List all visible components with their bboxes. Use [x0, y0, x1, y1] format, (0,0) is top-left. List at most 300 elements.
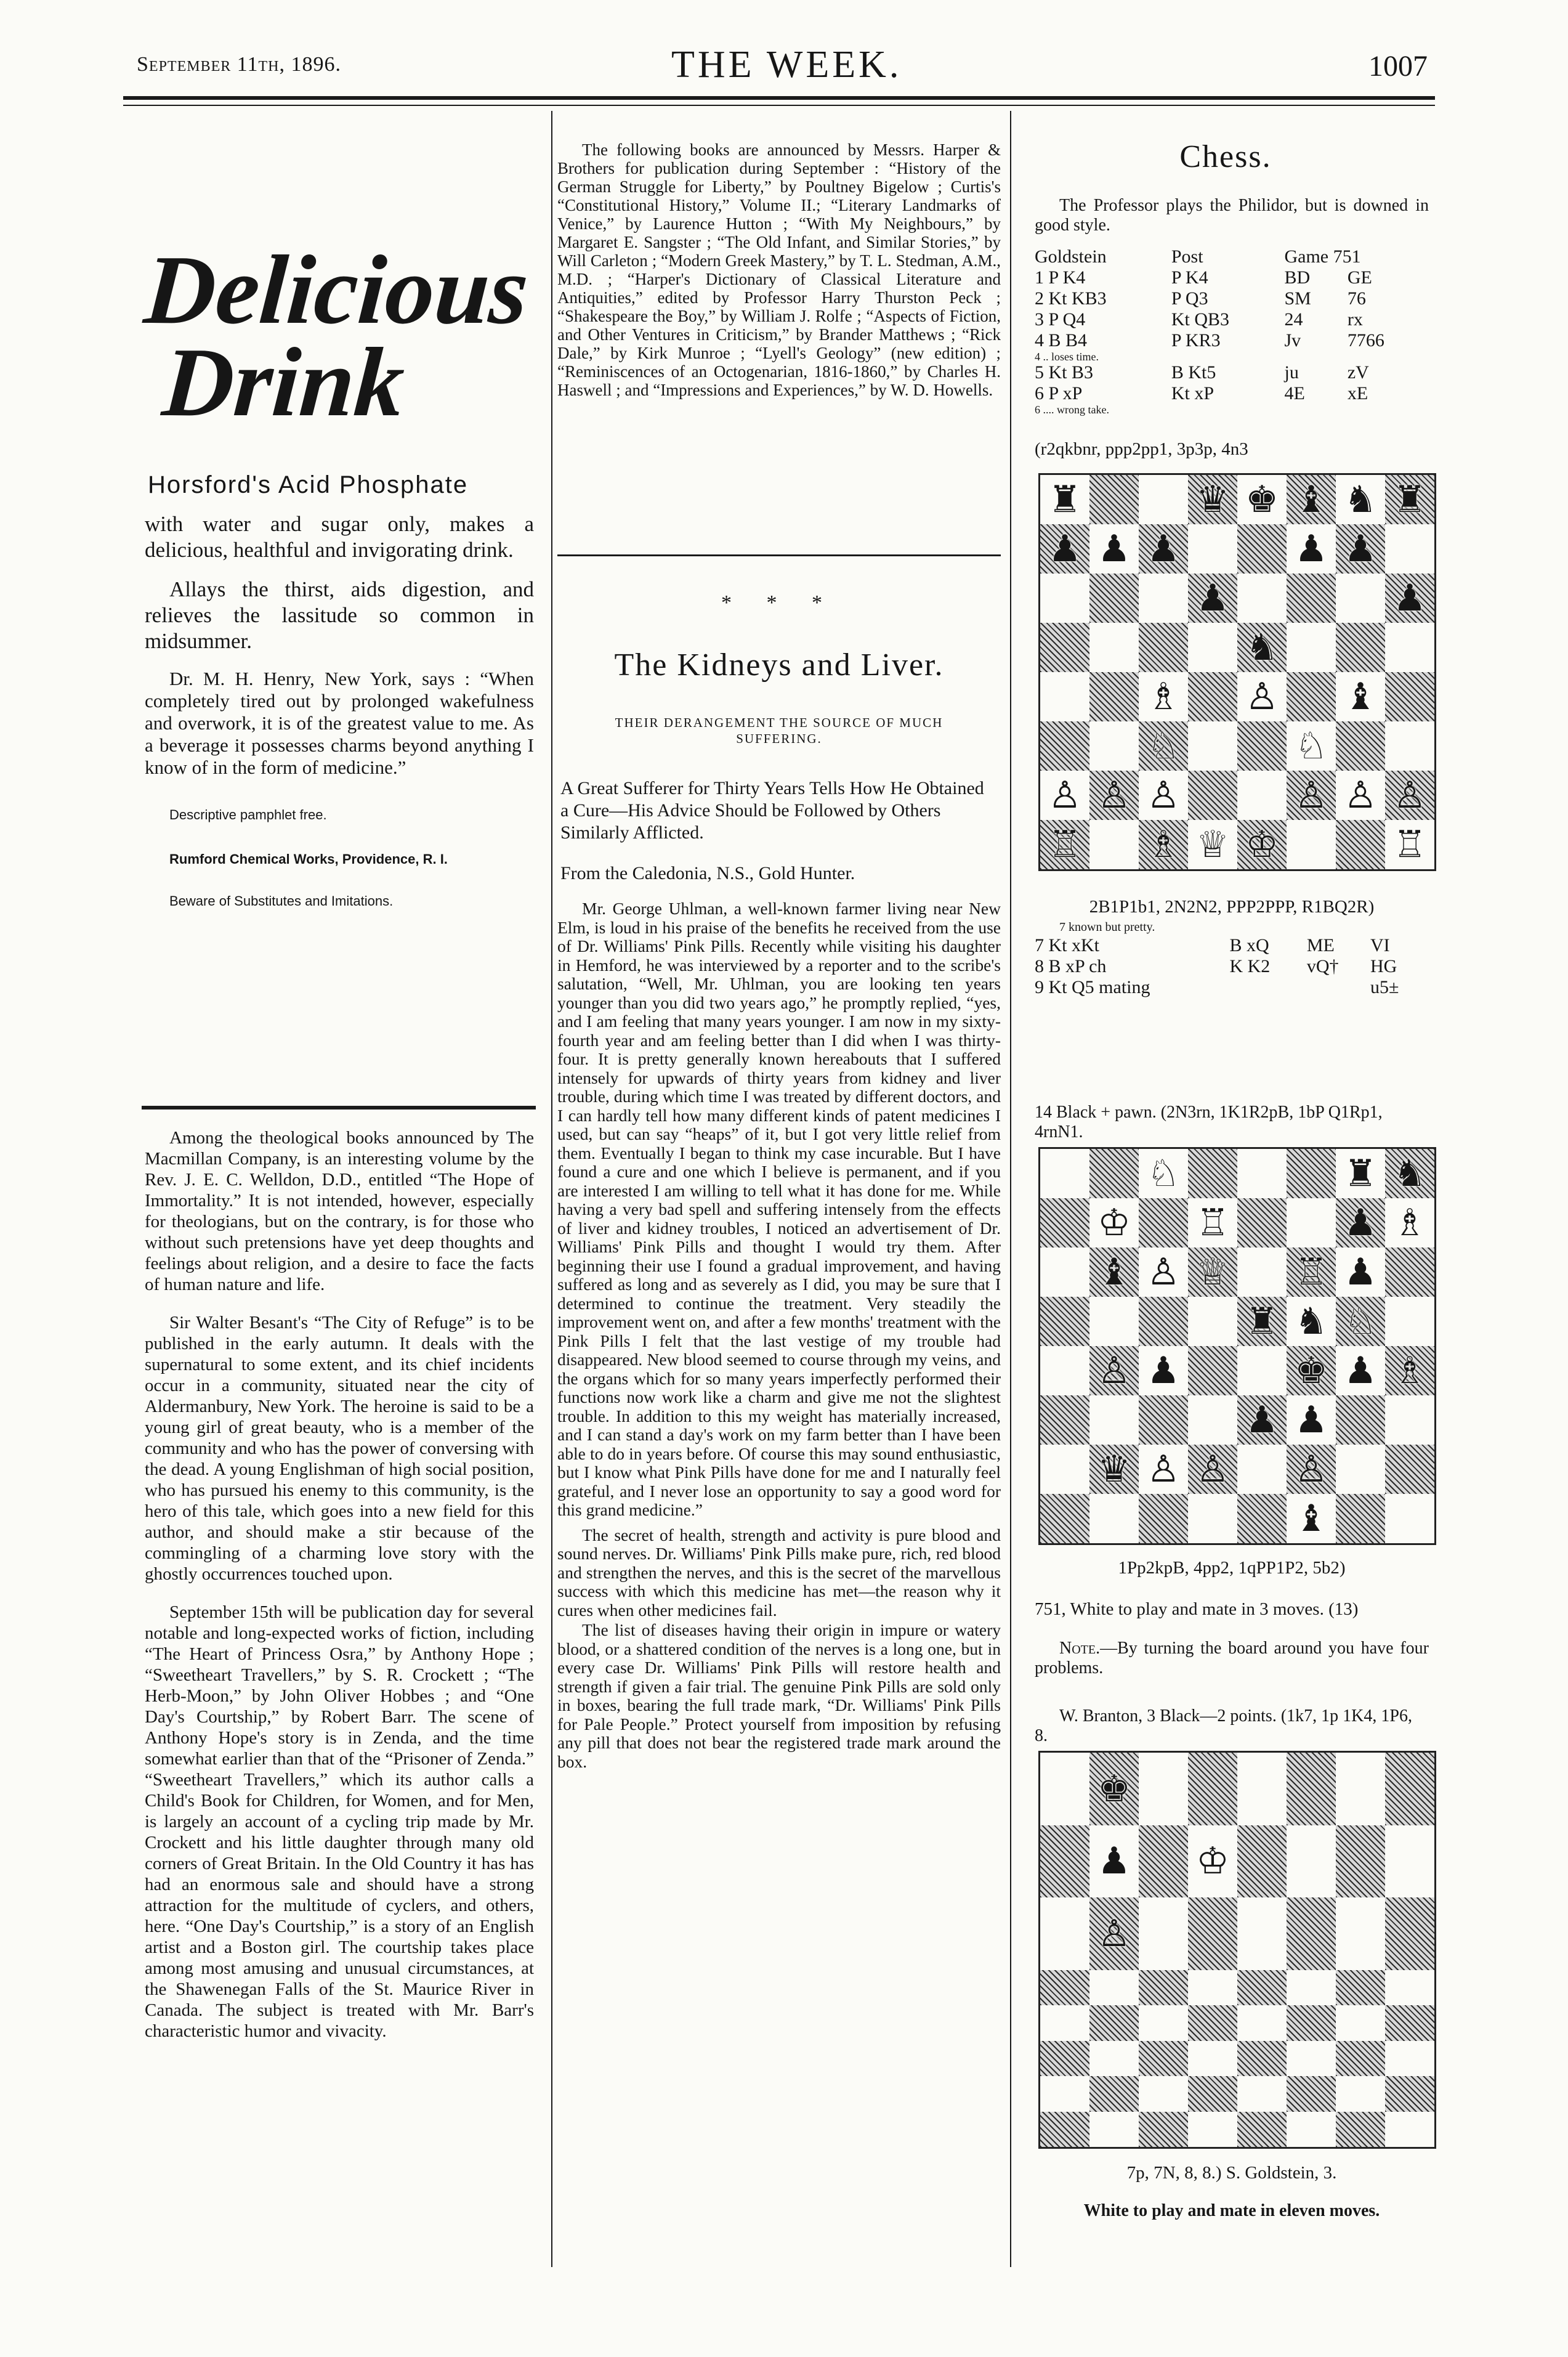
board-square	[1040, 1395, 1089, 1445]
move-row	[1035, 977, 1429, 998]
board-square	[1385, 1825, 1434, 1898]
move-cell: 2 Kt KB3	[1035, 288, 1107, 309]
move-cell: B xQ	[1229, 935, 1269, 955]
section-rule	[557, 554, 1001, 556]
move-cell: 4 B B4	[1035, 330, 1088, 351]
board-square	[1139, 1297, 1188, 1346]
board-square	[1089, 1825, 1139, 1898]
chess-title: Chess.	[1179, 139, 1272, 174]
ad-paragraph: with water and sugar only, makes a delicious, healthful and invigorating drink.	[145, 512, 534, 562]
board-square	[1040, 1198, 1089, 1247]
ad-bottom-rule	[142, 1106, 536, 1110]
board-square	[1287, 1346, 1336, 1395]
board-square	[1089, 623, 1139, 672]
board-square	[1188, 672, 1237, 721]
board-square	[1287, 2041, 1336, 2077]
branton-fen-end: 7p, 7N, 8, 8.) S. Goldstein, 3.	[1126, 2163, 1337, 2183]
move-cell: 9 Kt Q5 mating	[1035, 977, 1150, 997]
chess-piece-icon: ♟	[1147, 527, 1180, 570]
chess-piece-icon: ♖	[1196, 1201, 1229, 1244]
board-square	[1188, 1494, 1237, 1543]
move-cell: ju	[1284, 362, 1299, 383]
board-square	[1188, 1247, 1237, 1297]
board-square	[1287, 1825, 1336, 1898]
game-751-finish	[1035, 935, 1429, 998]
move-note: 4 .. loses time.	[1035, 351, 1099, 363]
board-square	[1139, 1970, 1188, 2006]
board-square	[1188, 574, 1237, 623]
chess-piece-icon: ♖	[1048, 823, 1081, 866]
game-header-row	[1035, 246, 1429, 267]
board-square	[1237, 1825, 1287, 1898]
move-cell: 24	[1284, 309, 1303, 330]
board-square	[1139, 475, 1188, 524]
board-square	[1385, 1346, 1434, 1395]
move-cell: P Q3	[1171, 288, 1208, 309]
chess-piece-icon: ♝	[1295, 1497, 1328, 1540]
board-square	[1040, 574, 1089, 623]
board-square	[1237, 672, 1287, 721]
board-square	[1287, 1897, 1336, 1970]
board-square	[1287, 771, 1336, 820]
kidney-article-subtitle: THEIR DERANGEMENT THE SOURCE OF MUCH SUFFERING.	[615, 715, 944, 746]
board-square	[1188, 1897, 1237, 1970]
board-square	[1385, 2041, 1434, 2077]
note-text: —By turning the board around you have four problems.	[1035, 1639, 1429, 1677]
board-square	[1336, 524, 1385, 574]
move-row	[1035, 362, 1429, 383]
board-square	[1040, 672, 1089, 721]
board-square	[1237, 1346, 1287, 1395]
board-square	[1237, 475, 1287, 524]
board-square	[1237, 1445, 1287, 1494]
board-square	[1139, 2041, 1188, 2077]
board-square	[1139, 1494, 1188, 1543]
board-square	[1188, 2112, 1237, 2148]
board-square	[1188, 1445, 1237, 1494]
note-label: Note.	[1059, 1639, 1101, 1658]
board-square	[1336, 672, 1385, 721]
move-cell: ME	[1306, 935, 1335, 955]
chess-piece-icon: ♟	[1344, 1251, 1377, 1294]
chess-piece-icon: ♜	[1245, 1300, 1279, 1343]
board-square	[1287, 820, 1336, 869]
move-cell	[1229, 977, 1306, 998]
chess-piece-icon: ♟	[1196, 577, 1229, 620]
chess-piece-icon: ♔	[1196, 1840, 1229, 1883]
chess-piece-icon: ♝	[1344, 675, 1377, 718]
board-square	[1040, 2041, 1089, 2077]
board-square	[1139, 1445, 1188, 1494]
board-square	[1040, 1149, 1089, 1198]
move-cell: 7766	[1347, 330, 1384, 351]
chess-piece-icon: ♘	[1147, 724, 1180, 768]
game-header-cell: Goldstein	[1035, 246, 1107, 267]
board-square	[1040, 2005, 1089, 2041]
chess-piece-icon: ♙	[1147, 1448, 1180, 1491]
move-cell: BD	[1284, 267, 1311, 288]
chess-piece-icon: ♚	[1097, 1767, 1131, 1811]
chess-piece-icon: ♙	[1097, 1349, 1131, 1392]
board-square	[1237, 1247, 1287, 1297]
chess-board-problem-14	[1038, 1147, 1436, 1545]
board-square	[1385, 1897, 1434, 1970]
ad-paragraph: Allays the thirst, aids digestion, and relieves the lassitude so common in midsummer.	[145, 577, 534, 653]
board-square	[1089, 820, 1139, 869]
board-square	[1287, 2112, 1336, 2148]
ad-maker: Rumford Chemical Works, Providence, R. I.	[169, 851, 448, 867]
board-square	[1089, 1753, 1139, 1825]
board-square	[1287, 1970, 1336, 2006]
ad-headline-line2: Drink	[159, 327, 408, 437]
board-square	[1040, 1897, 1089, 1970]
branton-problem-header: W. Branton, 3 Black—2 points. (1k7, 1p 1K4, 1P6, 8.	[1035, 1706, 1412, 1745]
board-square	[1237, 721, 1287, 771]
board-square	[1287, 1494, 1336, 1543]
board-square	[1139, 721, 1188, 771]
board-square	[1089, 672, 1139, 721]
move-row	[1035, 330, 1429, 351]
board-square	[1336, 1395, 1385, 1445]
board-square	[1188, 1825, 1237, 1898]
board-square	[1336, 1825, 1385, 1898]
chess-piece-icon: ♘	[1147, 1152, 1180, 1195]
board-square	[1139, 1395, 1188, 1445]
board-square	[1089, 2041, 1139, 2077]
move-row	[1035, 288, 1429, 309]
chess-note	[1035, 1639, 1429, 1678]
move-cell: 1 P K4	[1035, 267, 1086, 288]
board-square	[1040, 2112, 1089, 2148]
board-square	[1287, 524, 1336, 574]
journal-title: THE WEEK.	[671, 44, 902, 86]
board-square	[1139, 1247, 1188, 1297]
board-square	[1089, 2076, 1139, 2112]
move-row	[1035, 267, 1429, 288]
board-square	[1336, 820, 1385, 869]
chess-piece-icon: ♙	[1196, 1448, 1229, 1491]
board-square	[1385, 721, 1434, 771]
move-cell: HG	[1370, 956, 1397, 976]
board-square	[1040, 1247, 1089, 1297]
board-square	[1139, 1346, 1188, 1395]
board-square	[1237, 1198, 1287, 1247]
problem-751-caption: 751, White to play and mate in 3 moves. (13)	[1035, 1599, 1359, 1619]
chess-piece-icon: ♜	[1393, 478, 1426, 521]
board-square	[1385, 1247, 1434, 1297]
chess-piece-icon: ♛	[1196, 478, 1229, 521]
ad-pamphlet: Descriptive pamphlet free.	[169, 807, 327, 822]
game-751-moves	[1035, 246, 1429, 415]
board-square	[1089, 2112, 1139, 2148]
move-cell: u5±	[1370, 977, 1399, 997]
board-square	[1287, 1753, 1336, 1825]
board-square	[1336, 1753, 1385, 1825]
page-date: September 11th, 1896.	[137, 53, 341, 76]
board-square	[1040, 1297, 1089, 1346]
board-square	[1385, 1149, 1434, 1198]
board-square	[1237, 524, 1287, 574]
article-paragraph: Mr. George Uhlman, a well-known farmer living near New Elm, is loud in his praise of the benefits he received from the use of Dr. Williams' Pink Pills. Recently while visiting his daughter in Hemford, he was interviewed by a reporter and to the scribe's salutation, “Well, Mr. Uhlman, you are looking ten years younger than you did two years ago,” he promptly replied, “yes, and I am feeling that many years younger. I am now in my sixty-fourth year and am feeling better than I did when I was thirty-four. It is pretty generally known hereabouts that I suffered intensely for upwards of thirty years from kidney and liver trouble, during which time I was treated by different doctors, and I can hardly tell how many different kinds of patent medicines I used, but can say “heaps” of it, but I got very little relief from them. Eventually I began to think my case incurable. But I have found a cure and one which I believe is permanent, and if you are interested I am willing to tell what it has done for me. While having a very bad spell and suffering intensely from the effects of liver and kidney troubles, I noticed an advertisement of Dr. Williams' Pink Pills and thought I would try them. After beginning their use I found a gradual improvement, and having suffered as long and as severely as I did, you may be sure that I determined to continue the treatment. Very steadily the improvement went on, and after a few months' treatment with the Pink Pills I felt that the last vestige of my trouble had disappeared. New blood seemed to course through my veins, and the organs which for so many years imperfectly performed their functions now work like a charm and give me not the slightest trouble. In addition to this my weight has materially increased, and I can stand a day's work on my farm better than I have been able to do in years before. Of course this may sound enthusiastic, but I know what Pink Pills have done for me and I naturally feel grateful, and I never lose an opportunity to say a good word for this grand medicine.”	[557, 899, 1001, 1519]
kidney-article-body	[557, 899, 1001, 1777]
move-row	[1035, 309, 1429, 330]
chess-piece-icon: ♙	[1147, 774, 1180, 817]
article-paragraph: The list of diseases having their origin in impure or watery blood, or a shattered condition of the nerves is a long one, but in every case Dr. Williams' Pink Pills will restore health and strength if given a fair trial. The genuine Pink Pills are sold only in boxes, bearing the full trade mark, “Dr. Williams' Pink Pills for Pale People.” Protect yourself from imposition by refusing any pill that does not bear the registered trade mark around the box.	[557, 1620, 1001, 1771]
move-cell: B Kt5	[1171, 362, 1216, 383]
board-square	[1336, 2076, 1385, 2112]
board-square	[1237, 820, 1287, 869]
board-square	[1040, 475, 1089, 524]
board-square	[1336, 721, 1385, 771]
board-square	[1385, 1753, 1434, 1825]
board-square	[1040, 1970, 1089, 2006]
section-stars: * * *	[721, 591, 837, 614]
board-square	[1237, 1297, 1287, 1346]
move-cell: Kt QB3	[1171, 309, 1230, 330]
move-cell	[1307, 977, 1370, 998]
board-square	[1237, 2076, 1287, 2112]
board-square	[1139, 1825, 1188, 1898]
ad-headline	[135, 235, 532, 437]
column-divider	[551, 111, 552, 2267]
chess-piece-icon: ♔	[1245, 823, 1279, 866]
move-cell: zV	[1347, 362, 1369, 383]
board-square	[1089, 771, 1139, 820]
board-square	[1336, 1445, 1385, 1494]
ad-body	[145, 511, 534, 920]
board-square	[1139, 820, 1188, 869]
board-square	[1237, 1494, 1287, 1543]
chess-piece-icon: ♙	[1344, 774, 1377, 817]
board-square	[1089, 1198, 1139, 1247]
board-square	[1139, 771, 1188, 820]
board-square	[1237, 2041, 1287, 2077]
chess-piece-icon: ♟	[1393, 577, 1426, 620]
board-square	[1089, 1395, 1139, 1445]
move-cell: 8 B xP ch	[1035, 956, 1107, 976]
chess-piece-icon: ♟	[1344, 1349, 1377, 1392]
board-square	[1040, 1494, 1089, 1543]
chess-piece-icon: ♘	[1344, 1300, 1377, 1343]
harper-announcements: The following books are announced by Messrs. Harper & Brothers for publication during September : “History of the German Struggle for Liberty,” by Poultney Bigelow ; Curtis's “Constitutional History,” Volume II.; “Literary Landmarks of Venice,” by Laurence Hutton ; “With My Neighbours,” by Margaret E. Sangster ; “The Old Infant, and Similar Stories,” by Will Carleton ; “Modern Greek Mastery,” by T. L. Stedman, A.M., M.D. ; “Harper's Dictionary of Classical Literature and Antiquities,” edited by Professor Harry Thurston Peck ; “Shakespeare the Boy,” by William J. Rolfe ; “Aspects of Fiction, and Other Ventures in Criticism,” by Brander Matthews ; “Rick Dale,” by Kirk Munroe ; “Lyell's Geology” (new edition) ; “Reminiscences of an Octogenarian, 1816-1860,” by Charles H. Haswell ; and “Impressions and Experiences,” by W. D. Howells.	[557, 140, 1001, 399]
chess-piece-icon: ♙	[1048, 774, 1081, 817]
board-square	[1188, 820, 1237, 869]
board-square	[1287, 574, 1336, 623]
article-paragraph: The secret of health, strength and activity is pure blood and sound nerves. Dr. Williams' Pink Pills make pure, rich, red blood and strengthen the nerves, and this is the secret of the marvellous success with which this medicine has met—the reason why it cures when other medicines fail.	[557, 1525, 1001, 1620]
board-square	[1188, 2005, 1237, 2041]
board-square	[1040, 1825, 1089, 1898]
chess-piece-icon: ♙	[1295, 774, 1328, 817]
chess-piece-icon: ♞	[1344, 478, 1377, 521]
board-square	[1040, 623, 1089, 672]
board-square	[1089, 1346, 1139, 1395]
kidney-article-title: The Kidneys and Liver.	[614, 647, 944, 683]
fen-position-1-end: 2B1P1b1, 2N2N2, PPP2PPP, R1BQ2R)	[1089, 897, 1375, 917]
board-square	[1287, 1198, 1336, 1247]
board-square	[1385, 672, 1434, 721]
header-rule	[123, 96, 1435, 100]
board-square	[1385, 623, 1434, 672]
chess-intro: The Professor plays the Philidor, but is downed in good style.	[1035, 196, 1429, 235]
board-square	[1237, 574, 1287, 623]
move-cell: vQ†	[1306, 956, 1339, 976]
board-square	[1188, 475, 1237, 524]
chess-piece-icon: ♚	[1295, 1349, 1328, 1392]
board-square	[1287, 721, 1336, 771]
board-square	[1237, 1897, 1287, 1970]
board-square	[1336, 1247, 1385, 1297]
board-square	[1139, 574, 1188, 623]
chess-piece-icon: ♙	[1295, 1448, 1328, 1491]
problem-14-header: 14 Black + pawn. (2N3rn, 1K1R2pB, 1bP Q1Rp1, 4rnN1.	[1035, 1103, 1383, 1142]
board-square	[1385, 2076, 1434, 2112]
board-square	[1040, 1445, 1089, 1494]
board-square	[1237, 1149, 1287, 1198]
board-square	[1336, 2041, 1385, 2077]
board-square	[1237, 1753, 1287, 1825]
board-square	[1188, 2041, 1237, 2077]
chess-piece-icon: ♟	[1097, 1840, 1131, 1883]
board-square	[1385, 475, 1434, 524]
board-square	[1336, 574, 1385, 623]
chess-piece-icon: ♗	[1147, 823, 1180, 866]
board-square	[1237, 2112, 1287, 2148]
column-divider	[1010, 111, 1011, 2267]
board-square	[1139, 1753, 1188, 1825]
board-square	[1336, 1346, 1385, 1395]
article-paragraph: Sir Walter Besant's “The City of Refuge” is to be published in the early autumn. It deals with the supernatural to some extent, and its chief incidents occur in a community, situated near the city of Aldermanbury, New York. The heroine is said to be a young girl of great beauty, who is a member of the community and who has the power of conversing with the dead. A young Englishman of high social position, who has pursued his enemy to this community, is the hero of this tale, which goes into a new field for this author, and should make a stir because of the commingling of a charming love story with the ghostly occurrences touched upon.	[145, 1313, 534, 1584]
board-square	[1336, 1897, 1385, 1970]
chess-board-branton	[1038, 1751, 1436, 2149]
move-cell: SM	[1284, 288, 1311, 309]
board-square	[1188, 1346, 1237, 1395]
move-cell: rx	[1347, 309, 1363, 330]
header-rule-thin	[123, 105, 1435, 106]
chess-piece-icon: ♙	[1245, 675, 1279, 718]
board-square	[1089, 1297, 1139, 1346]
game-header-cell: Post	[1171, 246, 1203, 267]
move-note-row	[1035, 404, 1429, 415]
move-cell: P KR3	[1171, 330, 1221, 351]
move-cell: 7 Kt xKt	[1035, 935, 1099, 955]
chess-piece-icon: ♗	[1147, 675, 1180, 718]
board-square	[1385, 1494, 1434, 1543]
move-row	[1035, 383, 1429, 404]
kidney-article-lead: A Great Sufferer for Thirty Years Tells How He Obtained a Cure—His Advice Should be Followed by Others Similarly Afflicted.	[560, 778, 984, 843]
board-square	[1237, 1395, 1287, 1445]
move-cell: 4E	[1284, 383, 1305, 404]
move-cell: Kt xP	[1171, 383, 1214, 404]
board-square	[1089, 524, 1139, 574]
board-square	[1287, 1445, 1336, 1494]
board-square	[1040, 771, 1089, 820]
chess-piece-icon: ♔	[1097, 1201, 1131, 1244]
move-cell: 6 P xP	[1035, 383, 1083, 404]
board-square	[1385, 820, 1434, 869]
chess-piece-icon: ♟	[1048, 527, 1081, 570]
chess-piece-icon: ♘	[1295, 724, 1328, 768]
board-square	[1385, 1198, 1434, 1247]
board-square	[1089, 1247, 1139, 1297]
chess-piece-icon: ♖	[1393, 823, 1426, 866]
chess-piece-icon: ♟	[1147, 1349, 1180, 1392]
move-cell: 3 P Q4	[1035, 309, 1086, 330]
board-square	[1188, 1753, 1237, 1825]
board-square	[1385, 2005, 1434, 2041]
board-square	[1336, 1297, 1385, 1346]
board-square	[1089, 2005, 1139, 2041]
chess-piece-icon: ♗	[1393, 1349, 1426, 1392]
board-square	[1040, 721, 1089, 771]
move-row	[1035, 935, 1429, 956]
board-square	[1237, 771, 1287, 820]
board-square	[1089, 475, 1139, 524]
chess-piece-icon: ♙	[1147, 1251, 1180, 1294]
move-note: 6 .... wrong take.	[1035, 404, 1109, 416]
board-square	[1139, 623, 1188, 672]
board-square	[1336, 623, 1385, 672]
chess-board-game-751	[1038, 473, 1436, 871]
board-square	[1089, 1149, 1139, 1198]
chess-piece-icon: ♟	[1344, 1201, 1377, 1244]
board-square	[1040, 1753, 1089, 1825]
ad-product-name: Horsford's Acid Phosphate	[148, 471, 469, 498]
board-square	[1040, 524, 1089, 574]
board-square	[1287, 2076, 1336, 2112]
branton-caption: White to play and mate in eleven moves.	[1083, 2201, 1380, 2220]
board-square	[1188, 1970, 1237, 2006]
chess-piece-icon: ♙	[1393, 774, 1426, 817]
board-square	[1336, 771, 1385, 820]
board-square	[1287, 1297, 1336, 1346]
board-square	[1139, 1149, 1188, 1198]
board-square	[1139, 2112, 1188, 2148]
board-square	[1139, 2076, 1188, 2112]
board-square	[1188, 1395, 1237, 1445]
board-square	[1237, 623, 1287, 672]
board-square	[1188, 721, 1237, 771]
chess-piece-icon: ♖	[1295, 1251, 1328, 1294]
board-square	[1385, 1395, 1434, 1445]
chess-piece-icon: ♝	[1097, 1251, 1131, 1294]
board-square	[1336, 1970, 1385, 2006]
chess-piece-icon: ♕	[1196, 1251, 1229, 1294]
board-square	[1385, 771, 1434, 820]
board-square	[1336, 1494, 1385, 1543]
board-square	[1040, 820, 1089, 869]
board-square	[1188, 1198, 1237, 1247]
board-square	[1139, 1198, 1188, 1247]
chess-piece-icon: ♟	[1344, 527, 1377, 570]
ad-quote: Dr. M. H. Henry, New York, says : “When completely tired out by prolonged wakefulness and overwork, it is of the greatest value to me. As a beverage it possesses charms beyond anything I know of in the form of medicine.”	[145, 668, 534, 778]
board-square	[1336, 2112, 1385, 2148]
board-square	[1188, 2076, 1237, 2112]
article-paragraph: September 15th will be publication day for several notable and long-expected works of fiction, including “The Heart of Princess Osra,” by Anthony Hope ; “Sweetheart Travellers,” by S. R. Crockett ; “The Herb-Moon,” by John Oliver Hobbes ; and “One Day's Courtship,” by Robert Barr. The scene of Anthony Hope's story is in Zenda, and the time somewhat earlier than that of the “Prisoner of Zenda.” “Sweetheart Travellers,” which its author calls a Child's Book for Children, for Women, and for Men, is largely an account of a cycling trip made by Mr. Crockett and his little daughter through many old corners of Great Britain. In the Old Country it has has had an enormous sale and should have a strong attraction for the multitude of cyclers, and others, here. “One Day's Courtship,” is a story of an English artist and a Boston girl. The courtship takes place among most amusing and unusual circumstances, at the Shawenegan Falls of the St. Maurice River in Canada. The subject is treated with Mr. Barr's characteristic humor and vivacity.	[145, 1602, 534, 2041]
chess-piece-icon: ♟	[1245, 1398, 1279, 1442]
move-cell: xE	[1347, 383, 1368, 404]
board-square	[1385, 524, 1434, 574]
chess-piece-icon: ♕	[1196, 823, 1229, 866]
chess-piece-icon: ♗	[1393, 1201, 1426, 1244]
board-square	[1385, 574, 1434, 623]
move-cell: GE	[1347, 267, 1372, 288]
board-square	[1139, 524, 1188, 574]
chess-piece-icon: ♟	[1097, 527, 1131, 570]
chess-piece-icon: ♝	[1295, 478, 1328, 521]
chess-piece-icon: ♞	[1245, 626, 1279, 669]
ad-beware: Beware of Substitutes and Imitations.	[169, 893, 394, 909]
chess-piece-icon: ♚	[1245, 478, 1279, 521]
